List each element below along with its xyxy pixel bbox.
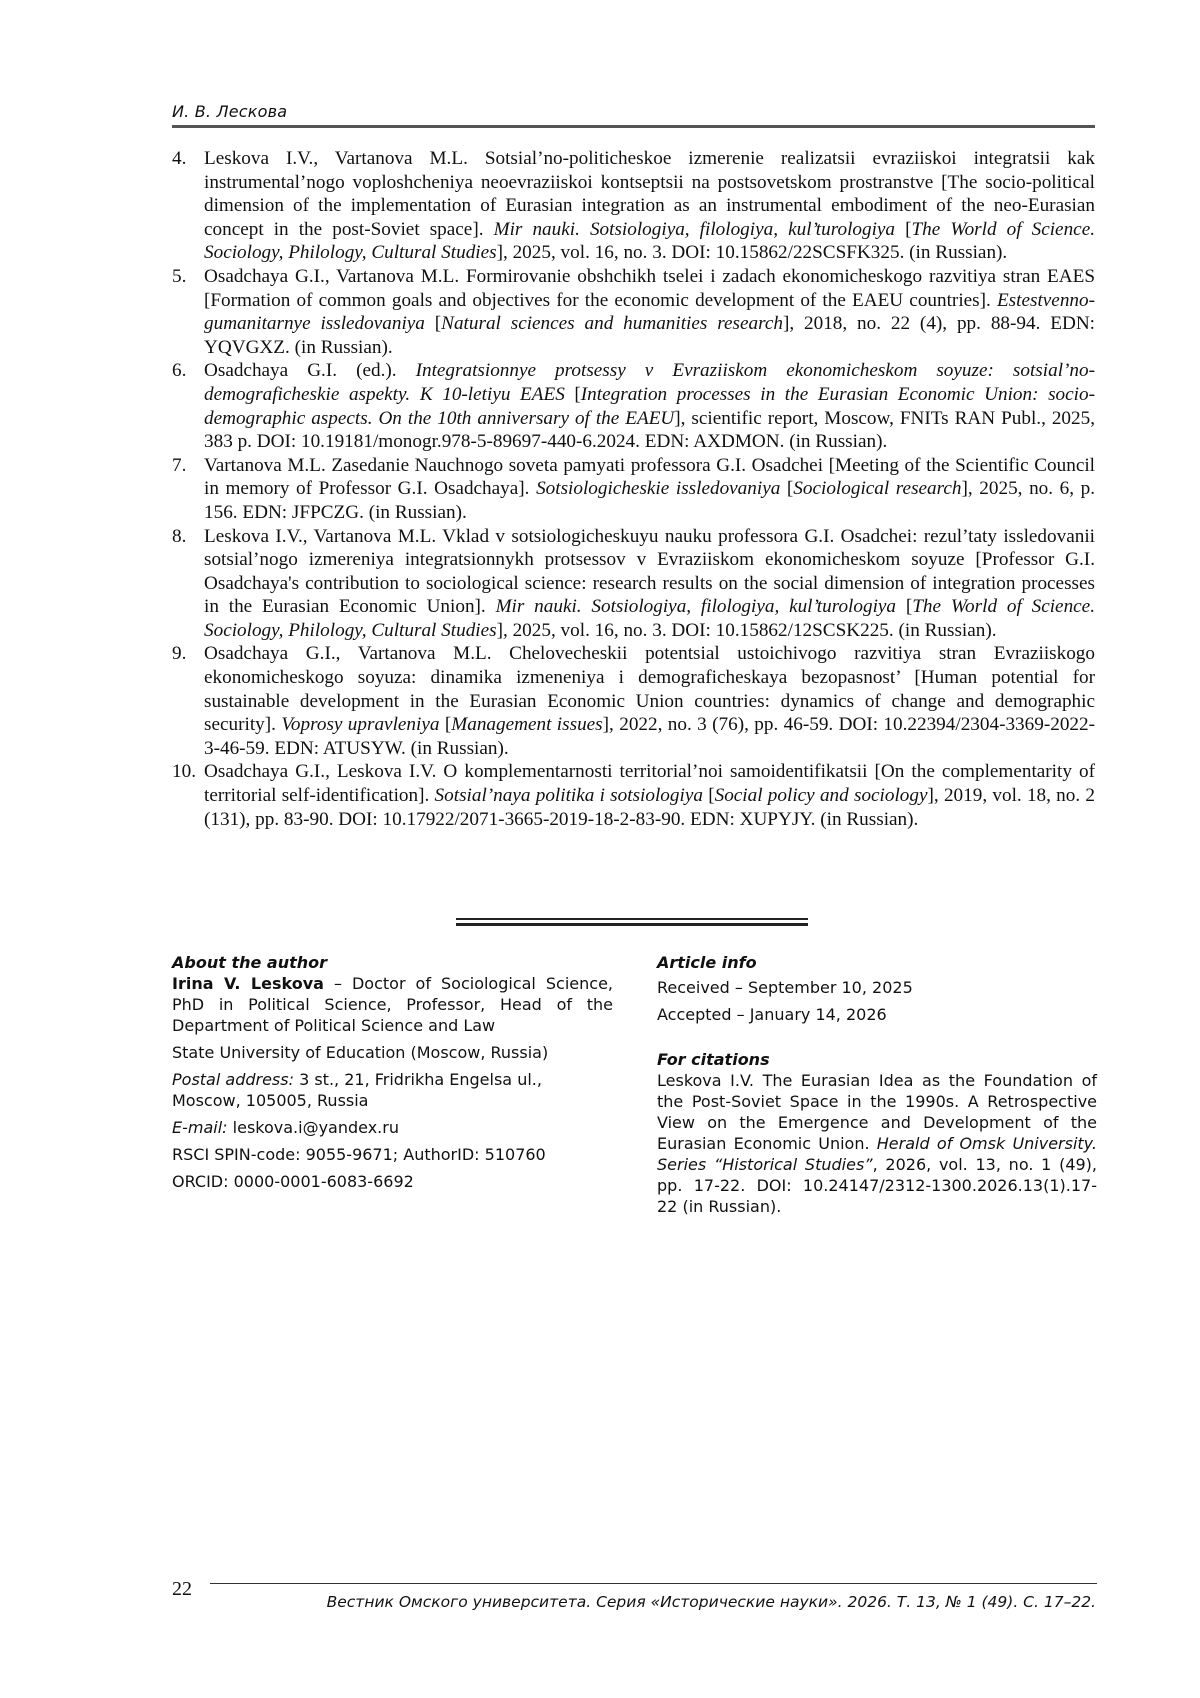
reference-source: Mir nauki. Sotsiologiya, filologiya, kul’turologiya bbox=[493, 218, 896, 240]
article-info-column bbox=[657, 952, 1097, 1223]
reference-source: Sotsial’naya politika i sotsiologiya bbox=[434, 785, 703, 807]
author-email bbox=[172, 1117, 613, 1138]
reference-source: Estestvenno-gumanitarnye issledovaniya bbox=[204, 289, 1095, 335]
reference-source: Voprosy upravleniya bbox=[281, 714, 440, 736]
reference-text: Osadchaya G.I. (ed.). bbox=[204, 360, 416, 382]
reference-source-translation: The World of Science. Sociology, Philology, Cultural Studies bbox=[204, 218, 1096, 264]
author-rsci: RSCI SPIN-code: 9055-9671; AuthorID: 510760 bbox=[172, 1145, 546, 1164]
reference-source: Sotsiologicheskie issledovaniya bbox=[536, 478, 781, 500]
citation-details: , 2026, vol. 13, no. 1 (49), pp. 17-22. DOI: 10.24147/2312-1300.2026.13(1).17-22 (in Russian). bbox=[657, 1155, 1098, 1216]
separator-thin-line bbox=[456, 918, 808, 920]
section-separator bbox=[456, 918, 808, 926]
separator-thick-line bbox=[456, 923, 808, 926]
about-author-title: About the author bbox=[172, 953, 328, 972]
header-divider bbox=[172, 125, 1095, 128]
reference-source-translation: Integration processes in the Eurasian Economic Union: socio-demographic aspects. On the 10th anniversary of the EAEU bbox=[204, 383, 1095, 429]
reference-text: Osadchaya G.I., Vartanova M.L. Chelovecheskii potentsial ustoichivogo razvitiya stran Evraziiskogo ekonomicheskogo soyuza: dinamika izmeneniya i demograficheskaya bezopasnost’ [Human potential for sustainable development in the Eurasian Economic Union countries: dynamics of change and demographic security]. bbox=[204, 643, 1095, 736]
reference-source: Integratsionnye protsessy v Evraziiskom ekonomicheskom soyuze: sotsial’no-demograficheskie aspekty. K 10-letiyu EAES bbox=[204, 360, 1095, 405]
reference-number: 6. bbox=[172, 360, 187, 382]
reference-bracket: [ bbox=[702, 785, 715, 807]
reference-bracket: [ bbox=[424, 313, 442, 335]
reference-text: Osadchaya G.I., Leskova I.V. O komplementarnosti territorial’noi samoidentifikatsii [On the complementarity of territorial self-identification]. bbox=[204, 761, 1095, 807]
reference-details: ], 2018, no. 22 (4), pp. 88-94. EDN: YQVGXZ. (in Russian). bbox=[204, 313, 1096, 358]
reference-number: 10. bbox=[172, 761, 196, 783]
reference-item bbox=[172, 454, 1095, 525]
reference-text: Leskova I.V., Vartanova M.L. Vklad v sotsiologicheskuyu nauku professora G.I. Osadchei: rezul’taty issledovanii sotsial’nogo izmereniya integratsionnykh protsessov v Evraziiskom ekonomicheskom soyuze [Professor G.I. Osadchaya's contribution to sociological science: research results on the social dimension of integration processes in the Eurasian Economic Union]. bbox=[204, 525, 1095, 618]
reference-source-translation: Management issues bbox=[451, 714, 603, 736]
reference-item bbox=[172, 147, 1095, 265]
postal-value: 3 st., 21, Fridrikha Engelsa ul., Moscow, 105005, Russia bbox=[172, 1070, 542, 1110]
reference-details: ], 2025, no. 6, p. 156. EDN: JFPCZG. (in Russian). bbox=[204, 478, 1096, 523]
reference-bracket: [ bbox=[780, 478, 794, 500]
citation-journal: Herald of Omsk University. Series “Historical Studies” bbox=[657, 1134, 1097, 1174]
page-number: 22 bbox=[172, 1578, 192, 1600]
reference-source: Mir nauki. Sotsiologiya, filologiya, kul’turologiya bbox=[495, 596, 897, 618]
reference-details: ], 2025, vol. 16, no. 3. DOI: 10.15862/12SCSK225. (in Russian). bbox=[496, 619, 997, 641]
author-orcid: ORCID: 0000-0001-6083-6692 bbox=[172, 1172, 414, 1191]
author-postal-address bbox=[172, 1069, 613, 1111]
email-value[interactable]: leskova.i@yandex.ru bbox=[227, 1118, 399, 1137]
reference-source-translation: Sociological research bbox=[793, 478, 962, 500]
about-author-column bbox=[172, 952, 613, 1198]
reference-text: Leskova I.V., Vartanova M.L. Sotsial’no-politicheskoe izmerenie realizatsii evraziiskoi integratsii kak instrumental’nogo voploshcheniya neoevraziiskoi kontseptsii na postsovetskom prostranstve [The socio-political dimension of the implementation of Eurasian integration as an instrumental embodiment of the neo-Eurasian concept in the post-Soviet space]. bbox=[204, 148, 1095, 240]
reference-item bbox=[172, 359, 1095, 453]
author-bio bbox=[172, 973, 613, 1036]
reference-number: 7. bbox=[172, 454, 187, 476]
reference-source-translation: Natural sciences and humanities research bbox=[441, 313, 783, 335]
reference-number: 9. bbox=[172, 643, 187, 665]
article-info-title: Article info bbox=[657, 953, 757, 972]
reference-bracket: [ bbox=[439, 714, 452, 736]
accepted-date: Accepted – January 14, 2026 bbox=[657, 1005, 887, 1024]
citation-body: Leskova I.V. The Eurasian Idea as the Foundation of the Post-Soviet Space in the 1990s. A Retrospective View on the Emergence and Development of the Eurasian Economic Union. bbox=[657, 1071, 1097, 1153]
citation-text bbox=[657, 1070, 1097, 1217]
reference-item bbox=[172, 642, 1095, 760]
reference-details: ], scientific report, Moscow, FNITs RAN Publ., 2025, 383 p. DOI: 10.19181/monogr.978-5-89697-440-6.2024. EDN: AXDMON. (in Russian). bbox=[204, 407, 1096, 453]
author-credentials: – Doctor of Sociological Science, PhD in Political Science, Professor, Head of the Department of Political Science and Law bbox=[172, 974, 613, 1035]
spacer bbox=[657, 1031, 1097, 1049]
journal-footer: Вестник Омского университета. Серия «Исторические науки». 2026. Т. 13, № 1 (49). С. 17–22. bbox=[326, 1593, 1096, 1611]
reference-number: 5. bbox=[172, 265, 187, 287]
running-head-author: И. В. Лескова bbox=[172, 102, 288, 121]
reference-number: 4. bbox=[172, 148, 187, 169]
received-date: Received – September 10, 2025 bbox=[657, 978, 913, 997]
reference-bracket: [ bbox=[564, 383, 581, 405]
author-name: Irina V. Leskova bbox=[172, 974, 324, 993]
reference-source-translation: The World of Science. Sociology, Philology, Cultural Studies bbox=[204, 596, 1095, 641]
reference-item bbox=[172, 265, 1095, 359]
reference-text: Vartanova M.L. Zasedanie Nauchnogo soveta pamyati professora G.I. Osadchei [Meeting of the Scientific Council in memory of Professor G.I. Osadchaya]. bbox=[204, 454, 1095, 500]
citation-title: For citations bbox=[657, 1050, 770, 1069]
footer-divider bbox=[210, 1583, 1097, 1584]
reference-bracket: [ bbox=[896, 596, 913, 618]
author-organization: State University of Education (Moscow, Russia) bbox=[172, 1043, 549, 1062]
email-label: E-mail: bbox=[172, 1118, 228, 1137]
reference-number: 8. bbox=[172, 525, 187, 547]
postal-label: Postal address: bbox=[172, 1070, 294, 1089]
reference-item bbox=[172, 525, 1095, 643]
reference-bracket: [ bbox=[895, 218, 912, 240]
reference-item bbox=[172, 760, 1095, 831]
reference-source-translation: Social policy and sociology bbox=[714, 785, 928, 807]
reference-list bbox=[172, 147, 1095, 831]
reference-details: ], 2019, vol. 18, no. 2 (131), pp. 83-90. DOI: 10.17922/2071-3665-2019-18-2-83-90. EDN: XUPYJY. (in Russian). bbox=[204, 785, 1096, 830]
reference-details: ], 2022, no. 3 (76), pp. 46-59. DOI: 10.22394/2304-3369-2022-3-46-59. EDN: ATUSYW. (in Russian). bbox=[204, 714, 1095, 759]
reference-details: ], 2025, vol. 16, no. 3. DOI: 10.15862/22SCSFK325. (in Russian). bbox=[496, 242, 1008, 264]
reference-text: Osadchaya G.I., Vartanova M.L. Formirovanie obshchikh tselei i zadach ekonomicheskogo razvitiya stran EAES [Formation of common goals and objectives for the economic development of the EAEU countries]. bbox=[204, 265, 1095, 311]
